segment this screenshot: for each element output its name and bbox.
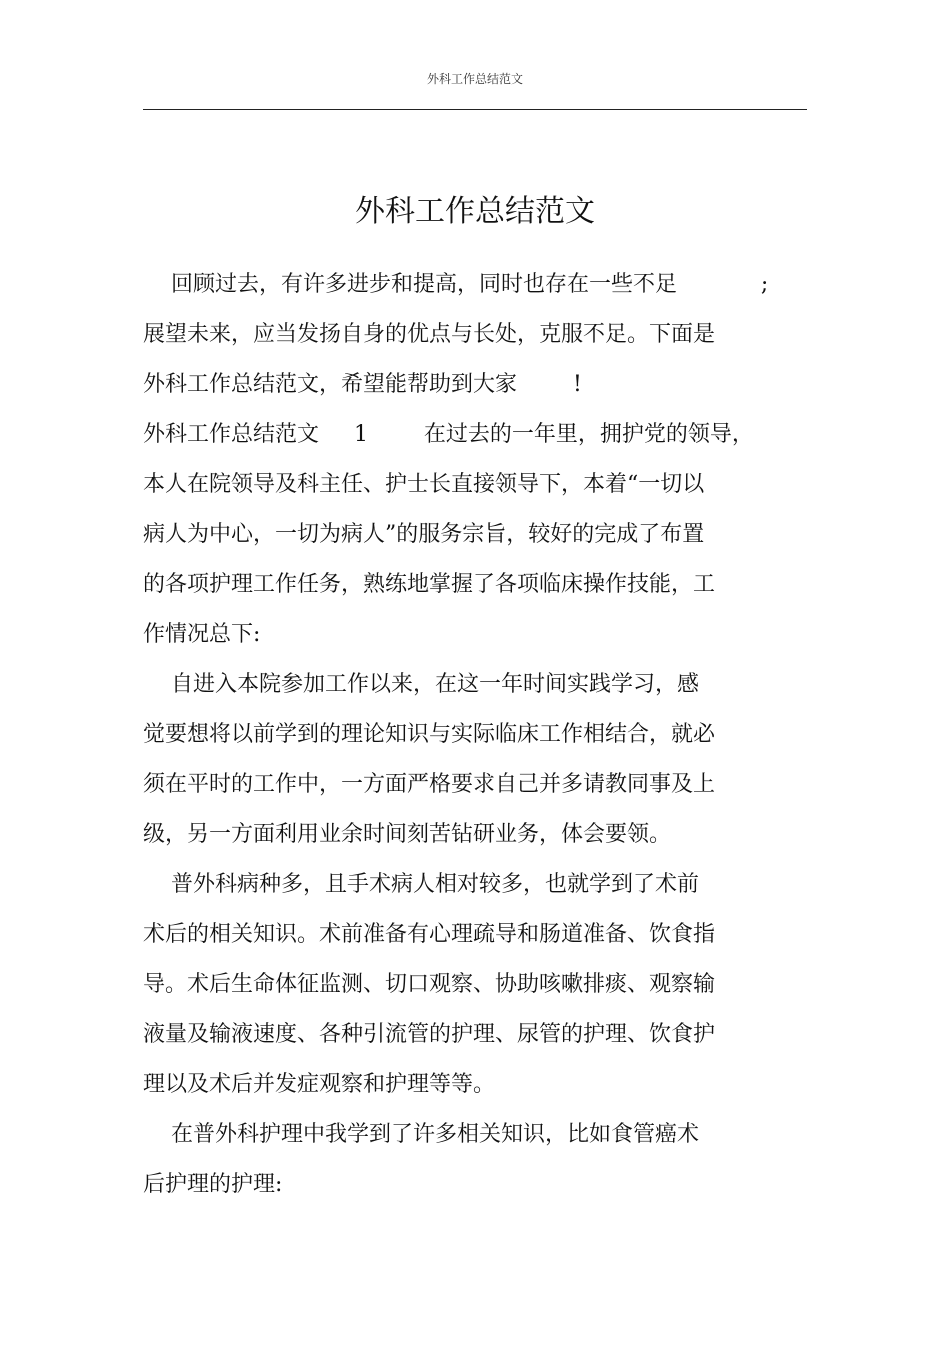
text-line: 的各项护理工作任务，熟练地掌握了各项临床操作技能，工 bbox=[143, 572, 716, 597]
text-line: 展望未来，应当发扬自身的优点与长处，克服不足。下面是 bbox=[143, 322, 716, 347]
text-line: 在普外科护理中我学到了许多相关知识，比如食管癌术 bbox=[143, 1122, 699, 1147]
text-line: 须在平时的工作中，一方面严格要求自己并多请教同事及上 bbox=[143, 772, 716, 797]
text-line: 回顾过去，有许多进步和提高，同时也存在一些不足 ; bbox=[143, 272, 769, 297]
text-line: 导。术后生命体征监测、切口观察、协助咳嗽排痰、观察输 bbox=[143, 972, 716, 997]
text-line: 外科工作总结范文，希望能帮助到大家 ! bbox=[143, 372, 582, 397]
header-rule bbox=[143, 109, 807, 110]
text-line: 外科工作总结范文 1 在过去的一年里，拥护党的领导， bbox=[143, 422, 754, 447]
text-line: 术后的相关知识。术前准备有心理疏导和肠道准备、饮食指 bbox=[143, 922, 716, 947]
text-line: 普外科病种多，且手术病人相对较多，也就学到了术前 bbox=[143, 872, 699, 897]
running-header: 外科工作总结范文 bbox=[426, 72, 523, 86]
text-line: 作情况总下: bbox=[143, 622, 261, 647]
text-line: 病人为中心，一切为病人”的服务宗旨，较好的完成了布置 bbox=[143, 522, 705, 547]
text-line: 觉要想将以前学到的理论知识与实际临床工作相结合，就必 bbox=[143, 722, 716, 747]
text-line: 液量及输液速度、各种引流管的护理、尿管的护理、饮食护 bbox=[143, 1022, 716, 1047]
text-line: 自进入本院参加工作以来，在这一年时间实践学习，感 bbox=[143, 672, 699, 697]
text-line: 级，另一方面利用业余时间刻苦钻研业务，体会要领。 bbox=[143, 822, 672, 847]
document-title: 外科工作总结范文 bbox=[355, 194, 595, 229]
text-line: 本人在院领导及科主任、护士长直接领导下，本着“一切以 bbox=[143, 472, 705, 497]
text-line: 后护理的护理: bbox=[143, 1172, 283, 1197]
text-line: 理以及术后并发症观察和护理等等。 bbox=[143, 1072, 496, 1097]
